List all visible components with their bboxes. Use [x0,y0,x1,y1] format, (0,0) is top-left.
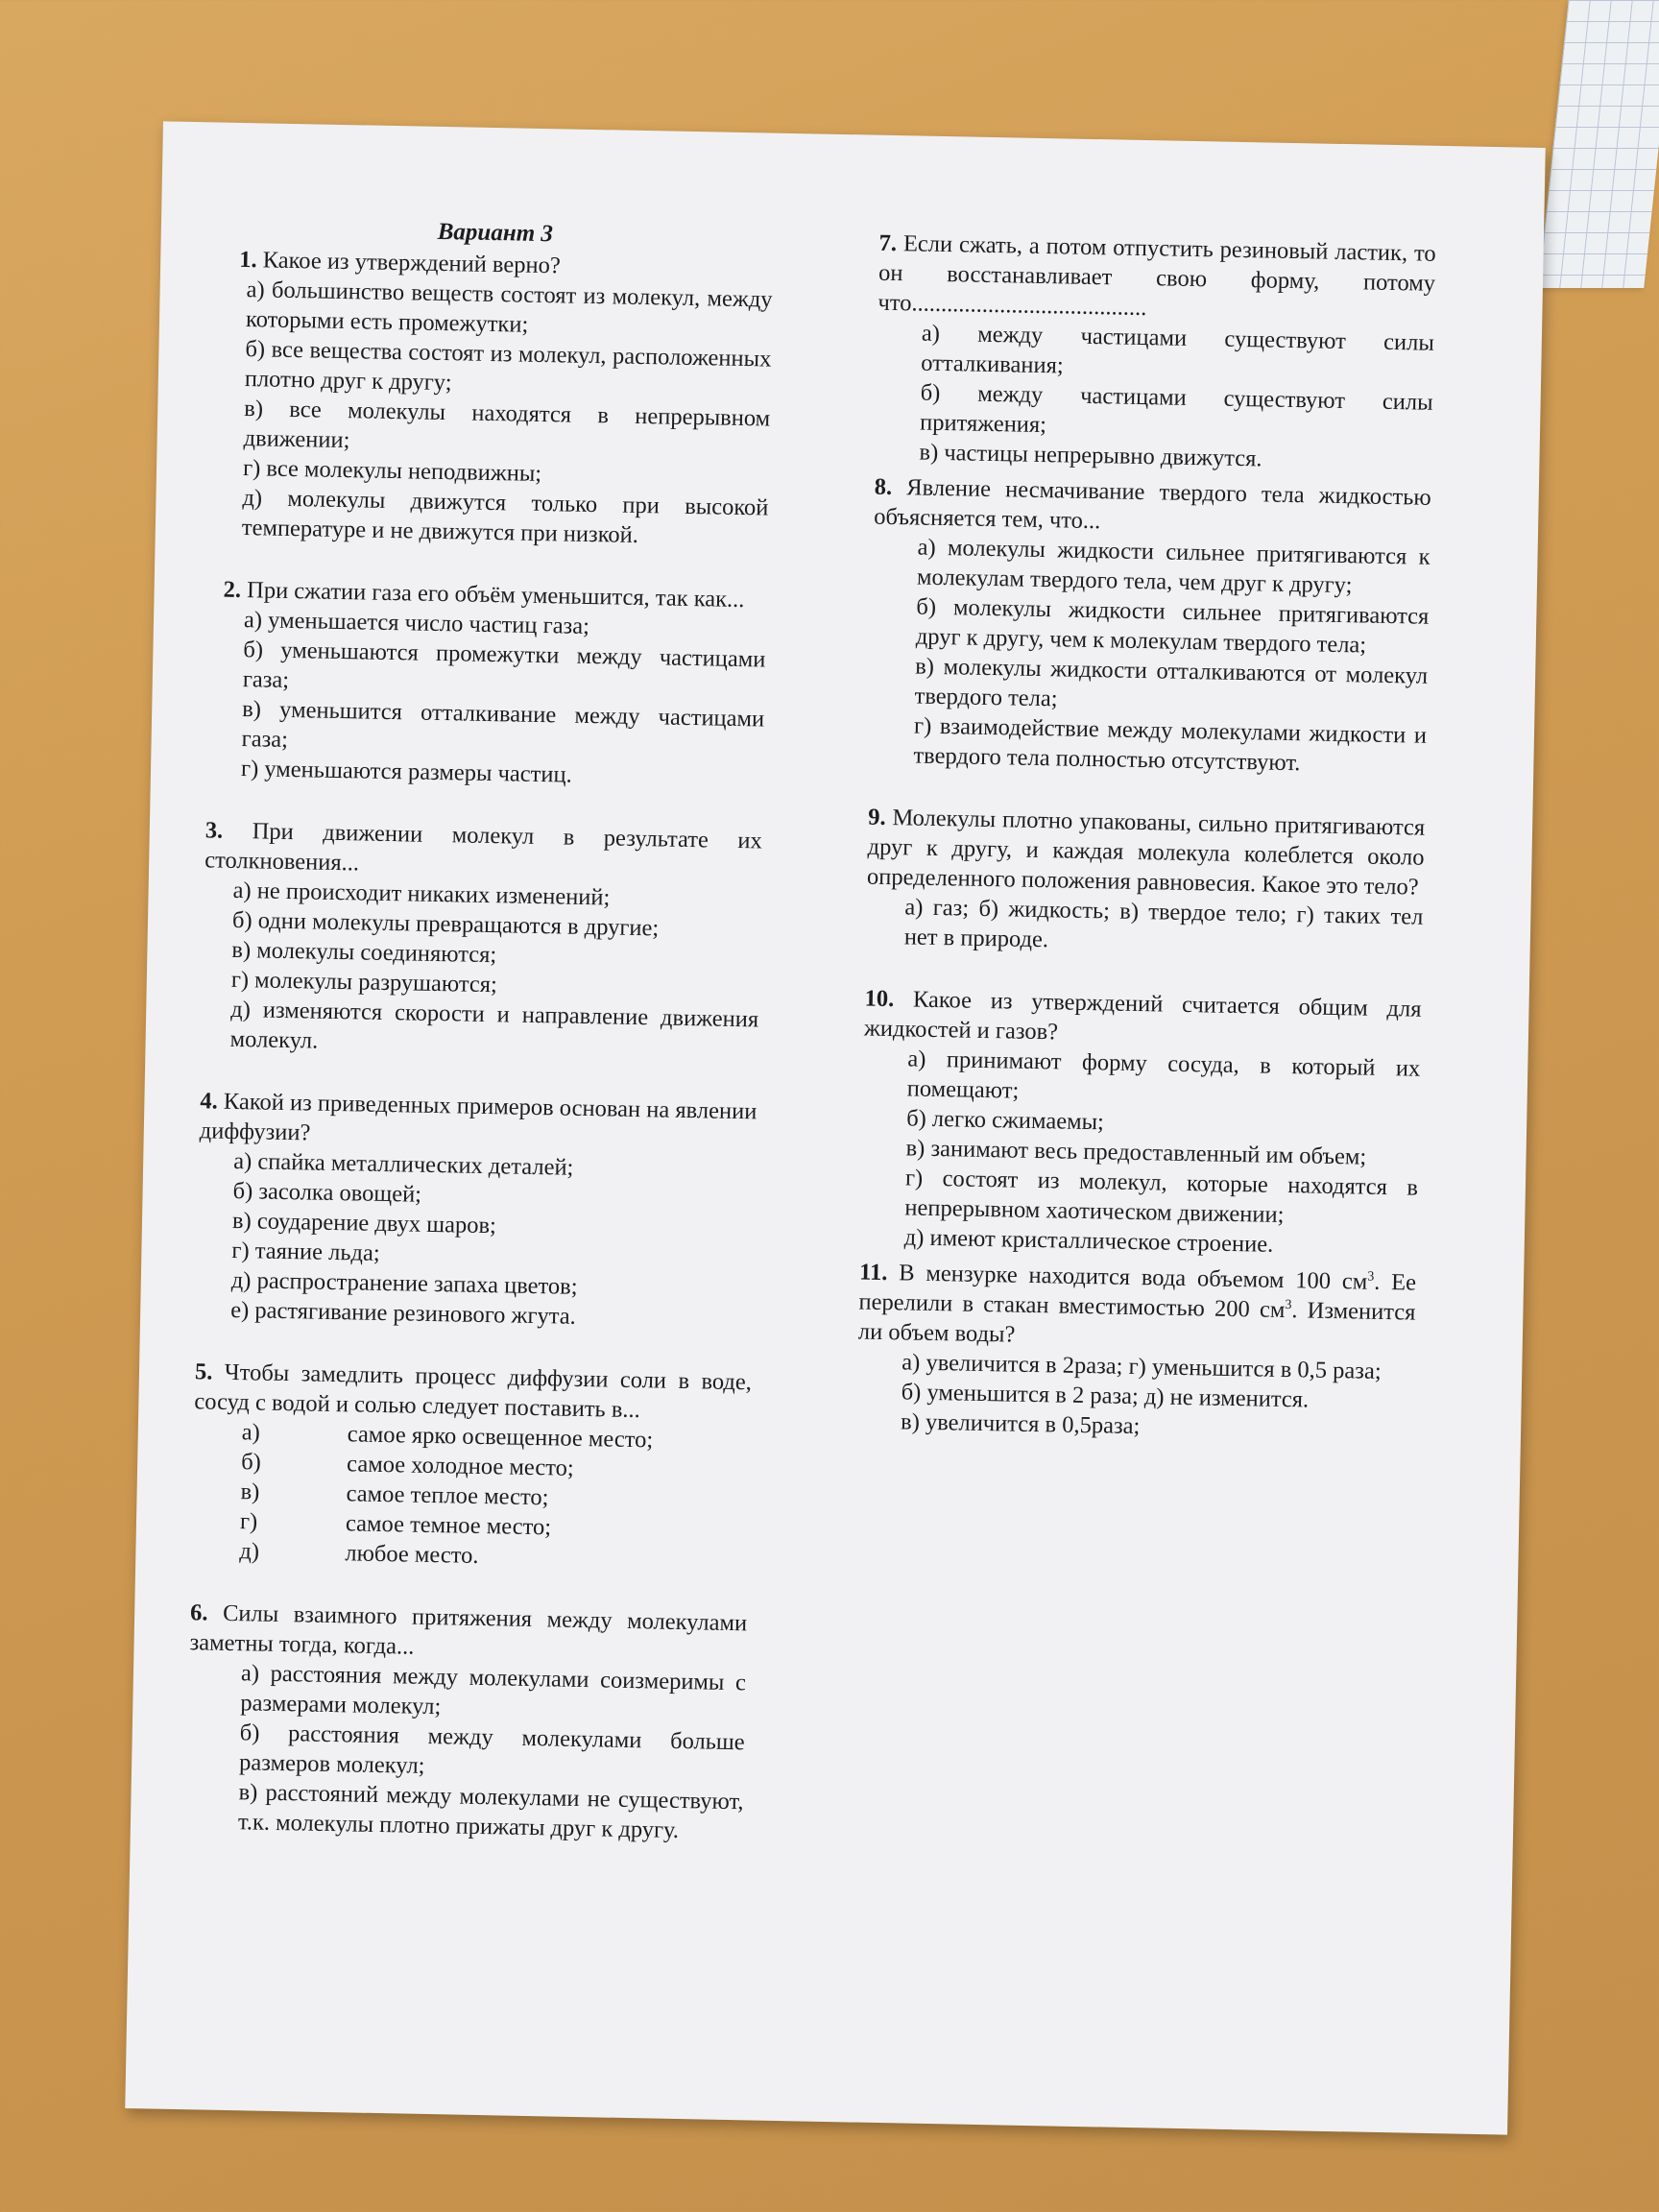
option: г) самое темное место; [239,1508,552,1541]
right-column [856,229,1436,1453]
option: в) частицы непрерывно движутся. [919,439,1262,472]
option: а) спайка металлических деталей; [232,1147,574,1181]
option: б) расстояния между молекулами больше размеров молекул; [238,1719,745,1779]
option: в) уменьшится отталкивание между частицами газа; [241,696,765,753]
question-number: 1. [238,246,257,274]
option: а) не происходит никаких изменений; [232,877,611,911]
question-text: При движении молекул в результате их столкновения... [204,818,763,877]
question-text: Явление несмачивание твердого тела жидкостью объясняется тем, что... [873,474,1431,535]
question-text: Силы взаимного притяжения между молекулами заметны тогда, когда... [189,1599,748,1660]
option: д) имеют кристаллическое строение. [903,1224,1274,1258]
question-5 [191,1357,752,1575]
option: а) увеличится в 2раза; г) уменьшится в 0,5 раза; [902,1349,1382,1384]
option: г) состоят из молекул, которые находятся в непрерывном хаотическом движении; [904,1165,1419,1228]
option: б) все вещества состоят из молекул, расположенных плотно друг к другу; [244,336,772,397]
question-3 [201,815,762,1064]
question-number: 2. [223,576,242,604]
left-column [186,213,774,1852]
option: в) самое теплое место; [240,1479,549,1511]
option: а) молекулы жидкости сильнее притягиваются к молекулам твердого тела, чем друг к другу; [916,534,1431,599]
option: г) все молекулы неподвижны; [242,455,542,488]
option: д) изменяются скорости и направление движения молекул. [229,996,759,1054]
worksheet-page [125,121,1545,2134]
option: г) таяние льда; [231,1237,380,1266]
option: б) уменьшится в 2 раза; д) не изменится. [901,1379,1310,1413]
question-11 [856,1258,1416,1447]
option: в) расстояний между молекулами не существуют, т.к. молекулы плотно прижаты друг к другу. [237,1779,744,1844]
option: в) соударение двух шаров; [231,1207,497,1239]
question-number: 11. [858,1259,888,1286]
question-6 [186,1598,748,1846]
question-10 [860,984,1422,1262]
option: а) газ; б) жидкость; в) твердое тело; г) таких тел нет в природе. [903,894,1424,953]
page-title: Вариант 3 [437,218,554,248]
option: а) самое ярко освещенное место; [241,1419,654,1454]
question-text: Какой из приведенных примеров основан на явлении диффузии? [199,1088,757,1146]
option: в) молекулы жидкости отталкиваются от молекул твердого тела; [914,653,1429,712]
option: в) молекулы соединяются; [231,936,497,969]
question-number: 9. [867,804,886,830]
option: в) увеличится в 0,5раза; [900,1408,1141,1440]
option: д) любое место. [239,1538,479,1569]
option: а) расстояния между молекулами соизмеримы с размерами молекул; [240,1660,747,1720]
option: г) взаимодействие между молекулами жидкости и твердого тела полностью отсутствуют. [913,712,1428,777]
option: б) одни молекулы превращаются в другие; [231,906,660,942]
option: а) между частицами существуют силы отталкивания; [921,320,1435,379]
option: г) молекулы разрушаются; [230,966,498,998]
question-text: При сжатии газа его объём уменьшится, так как... [246,577,745,613]
option: д) молекулы движутся только при высокой температуре и не движутся при низкой. [241,485,769,548]
question-number: 8. [874,473,893,501]
superscript: 3 [1367,1269,1375,1285]
option: б) между частицами существуют силы притяжения; [919,379,1433,439]
question-number: 6. [189,1599,208,1626]
option: б) засолка овощей; [232,1177,422,1208]
question-number: 3. [204,817,224,844]
question-2 [206,574,767,793]
option: а) принимают форму сосуда, в который их помещают; [906,1046,1421,1104]
option: а) уменьшается число частиц газа; [243,607,590,639]
question-text: Чтобы замедлить процесс диффузии соли в воде, сосуд с водой и солью следует поставить в... [194,1358,753,1424]
graph-paper-corner [1538,0,1659,288]
question-9 [866,803,1426,962]
option: в) все молекулы находятся в непрерывном движении; [243,396,771,454]
option: е) растягивание резинового жгута. [229,1296,577,1330]
question-number: 10. [864,985,895,1013]
question-4 [196,1086,757,1334]
question-text: Молекулы плотно упакованы, сильно притягиваются друг к другу, и каждая молекула колеблется около определенного положения равновесия. Какое это тело? [866,805,1426,901]
question-number: 7. [878,229,898,257]
superscript: 3 [1285,1297,1292,1313]
option: д) распространение запаха цветов; [230,1266,578,1300]
option: в) занимают весь предоставленный им объем; [905,1135,1367,1170]
question-8 [869,472,1431,781]
option: а) большинство веществ состоят из молекул, между которыми есть промежутки; [245,276,773,338]
question-text: Какое из утверждений верно? [262,247,561,279]
question-text-end: . Изменится ли объем воды? [857,1297,1416,1348]
option: г) уменьшаются размеры частиц. [240,756,572,788]
question-number: 4. [200,1088,219,1115]
question-text: Если сжать, а потом отпустить резиновый ластик, то он восстанавливает свою форму, потому что........................................ [878,230,1436,322]
option: б) самое холодное место; [240,1449,574,1481]
question-7 [875,228,1436,477]
question-1 [211,244,774,552]
option: б) легко сжимаемы; [905,1105,1105,1136]
option: б) молекулы жидкости сильнее притягиваются друг к другу, чем к молекулам твердого тела; [915,593,1430,659]
question-text: В мензурке находится вода объемом 100 см [898,1260,1368,1295]
option: б) уменьшаются промежутки между частицами газа; [242,637,766,693]
question-text-cont: . Ее перелили в стакан вместимостью 200 см [858,1268,1417,1324]
question-number: 5. [194,1358,213,1385]
question-text: Какое из утверждений считается общим для жидкостей и газов? [863,986,1422,1046]
